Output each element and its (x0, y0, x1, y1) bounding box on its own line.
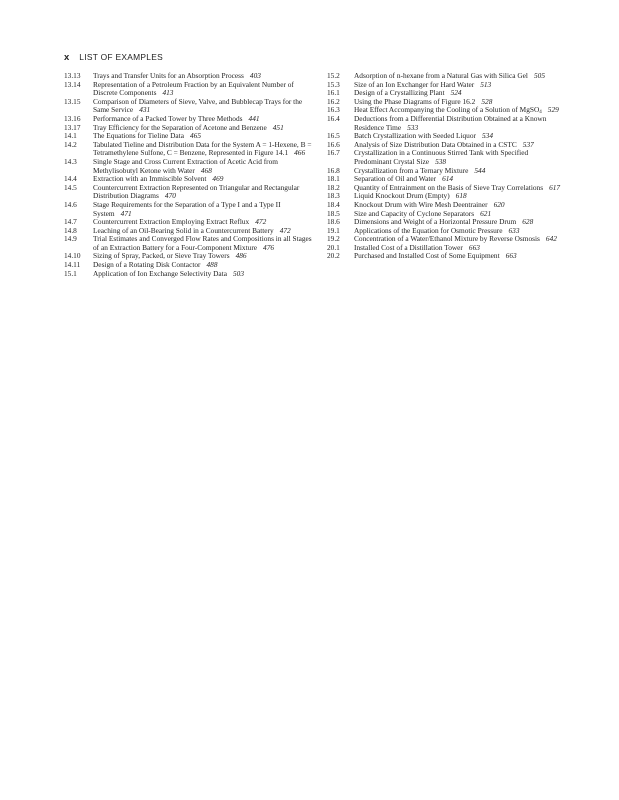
example-page-number: 663 (505, 251, 517, 261)
running-head (64, 52, 163, 63)
example-title-text: Using the Phase Diagrams of Figure 16.2 (354, 96, 476, 106)
example-number: 16.8 (327, 165, 340, 175)
example-number: 18.5 (327, 208, 340, 218)
example-title (93, 98, 314, 115)
example-title-text: Purchased and Installed Cost of Some Equipment (354, 251, 500, 261)
example-number: 14.2 (64, 139, 77, 149)
example-page-number: 617 (549, 182, 561, 192)
example-entry (64, 98, 314, 115)
example-entry (64, 158, 314, 175)
example-page-number: 471 (120, 208, 132, 218)
subscript: 4 (539, 110, 542, 116)
example-number: 18.2 (327, 182, 340, 192)
example-page-number: 486 (235, 251, 247, 261)
example-number: 15.3 (327, 79, 340, 89)
example-title-text: Applications of the Equation for Osmotic Pressure (354, 225, 503, 235)
example-title (93, 81, 314, 98)
example-page-number: 488 (206, 260, 218, 270)
example-title-text: Design of a Crystallizing Plant (354, 88, 445, 98)
example-page-number: 472 (255, 217, 267, 227)
example-number: 20.2 (327, 251, 340, 261)
example-title (93, 141, 314, 158)
example-title-text: Quantity of Entrainment on the Basis of Sieve Tray Correlations (354, 182, 544, 192)
example-title-text: Single Stage and Cross Current Extraction of Acetic Acid from Methylisobutyl Ketone with Water (93, 156, 278, 175)
example-title-text: Separation of Oil and Water (354, 174, 437, 184)
example-number: 19.2 (327, 234, 340, 244)
example-entry (64, 184, 314, 201)
example-page-number: 413 (162, 88, 174, 98)
example-number: 18.4 (327, 199, 340, 209)
example-page-number: 524 (450, 88, 462, 98)
example-page-number: 476 (263, 242, 275, 252)
example-page-number: 538 (435, 156, 447, 166)
example-number: 13.16 (64, 113, 81, 123)
example-number: 13.15 (64, 96, 81, 106)
example-title-text: Knockout Drum with Wire Mesh Deentrainer (354, 199, 488, 209)
example-page-number: 441 (248, 113, 260, 123)
example-page-number: 403 (249, 71, 261, 80)
example-number: 14.10 (64, 251, 81, 261)
example-page-number: 621 (480, 208, 492, 218)
page-number: x (64, 52, 70, 63)
example-number: 14.4 (64, 174, 77, 184)
example-number: 20.1 (327, 242, 340, 252)
running-head-title: LIST OF EXAMPLES (79, 52, 164, 62)
example-number: 18.1 (327, 174, 340, 184)
example-number: 18.3 (327, 191, 340, 201)
example-entry (64, 81, 314, 98)
example-number: 14.6 (64, 199, 77, 209)
example-title-text: Tray Efficiency for the Separation of Acetone and Benzene (93, 122, 267, 132)
example-page-number: 529 (547, 105, 559, 115)
example-page-number: 505 (533, 71, 545, 80)
example-page-number: 628 (522, 217, 534, 227)
example-page-number: 537 (522, 139, 534, 149)
example-page-number: 451 (272, 122, 284, 132)
example-title (93, 235, 314, 252)
example-title-text: Size and Capacity of Cyclone Separators (354, 208, 475, 218)
example-number: 14.11 (64, 260, 81, 270)
example-title (354, 149, 567, 166)
example-page-number: 431 (139, 105, 151, 115)
example-page-number: 618 (455, 191, 467, 201)
example-number: 14.5 (64, 182, 77, 192)
example-title-text: Countercurrent Extraction Represented on Triangular and Rectangular Distribution Diagrams (93, 182, 300, 201)
example-title (93, 158, 314, 175)
example-page-number: 633 (508, 225, 520, 235)
example-title-text: Batch Crystallization with Seeded Liquor (354, 131, 476, 141)
example-page-number: 620 (493, 199, 505, 209)
example-number: 15.1 (64, 268, 77, 278)
example-title (354, 252, 567, 261)
example-title-text: Adsorption of n-hexane from a Natural Gas with Silica Gel (354, 71, 528, 80)
example-page-number: 465 (189, 131, 201, 141)
example-page-number: 533 (407, 122, 419, 132)
example-entry (327, 149, 567, 166)
example-page-number: 534 (481, 131, 493, 141)
example-title-text: Installed Cost of a Distillation Tower (354, 242, 463, 252)
example-number: 14.8 (64, 225, 77, 235)
example-number: 16.4 (327, 113, 340, 123)
example-page-number: 513 (480, 79, 492, 89)
example-title (354, 115, 567, 132)
example-page-number: 528 (481, 96, 493, 106)
example-title-text: Design of a Rotating Disk Contactor (93, 260, 201, 270)
example-title-text: Tabulated Tieline and Distribution Data for the System A = 1-Hexene, B = Tetramethylene Sulfone, C = Benzene, Represented in Figure 14.1 (93, 139, 312, 158)
example-entry (64, 270, 314, 279)
example-number: 14.1 (64, 131, 77, 141)
example-number: 19.1 (327, 225, 340, 235)
example-title-text: Crystallization from a Ternary Mixture (354, 165, 469, 175)
right-column (327, 72, 567, 261)
example-number: 16.7 (327, 148, 340, 158)
example-page-number: 468 (200, 165, 212, 175)
example-title (93, 201, 314, 218)
example-number: 14.9 (64, 234, 77, 244)
example-title-text: Dimensions and Weight of a Horizontal Pressure Drum (354, 217, 517, 227)
example-title-text: Deductions from a Differential Distribution Obtained at a Known Residence Time (354, 113, 547, 132)
example-title-text: Crystallization in a Continuous Stirred Tank with Specified Predominant Crystal Size (354, 148, 529, 166)
example-title-text: Leaching of an Oil-Bearing Solid in a Countercurrent Battery (93, 225, 274, 235)
example-page-number: 663 (468, 242, 480, 252)
example-title-text: Concentration of a Water/Ethanol Mixture by Reverse Osmosis (354, 234, 540, 244)
example-title-text: Comparison of Diameters of Sieve, Valve, and Bubblecap Trays for the Same Service (93, 96, 303, 115)
example-page-number: 469 (212, 174, 224, 184)
example-number: 14.7 (64, 217, 77, 227)
example-number: 18.6 (327, 217, 340, 227)
example-page-number: 470 (164, 191, 176, 201)
example-title-text: Countercurrent Extraction Employing Extract Reflux (93, 217, 250, 227)
example-number: 16.1 (327, 88, 340, 98)
example-entry (64, 141, 314, 158)
example-number: 13.17 (64, 122, 81, 132)
example-entry (327, 115, 567, 132)
example-title-text: Trays and Transfer Units for an Absorption Process (93, 71, 244, 80)
example-page-number: 503 (232, 268, 244, 278)
example-entry (64, 201, 314, 218)
example-number: 13.14 (64, 79, 81, 89)
example-page-number: 472 (279, 225, 291, 235)
example-entry (64, 235, 314, 252)
example-number: 16.2 (327, 96, 340, 106)
example-title-text: Sizing of Spray, Packed, or Sieve Tray Towers (93, 251, 230, 261)
example-page-number: 544 (474, 165, 486, 175)
example-number: 16.5 (327, 131, 340, 141)
example-number: 16.3 (327, 105, 340, 115)
example-number: 13.13 (64, 71, 81, 80)
example-title-text: Trial Estimates and Converged Flow Rates and Compositions in all Stages of an Extraction Battery for a Four-Component Mixture (93, 234, 312, 252)
example-entry (327, 252, 567, 261)
example-title-text: Stage Requirements for the Separation of a Type I and a Type II System (93, 199, 281, 218)
example-title-text: Heat Effect Accompanying the Cooling of a Solution of MgSO (354, 105, 540, 115)
example-title-text: Representation of a Petroleum Fraction by an Equivalent Number of Discrete Components (93, 79, 294, 98)
left-column (64, 72, 314, 278)
example-title-text: Performance of a Packed Tower by Three Methods (93, 113, 243, 123)
example-number: 14.3 (64, 156, 77, 166)
example-title-text: The Equations for Tieline Data (93, 131, 184, 141)
example-page-number: 466 (294, 148, 306, 158)
example-title (93, 270, 314, 279)
example-title-text: Analysis of Size Distribution Data Obtained in a CSTC (354, 139, 517, 149)
example-title (93, 184, 314, 201)
example-title-text: Liquid Knockout Drum (Empty) (354, 191, 450, 201)
example-title-text: Size of an Ion Exchanger for Hard Water (354, 79, 475, 89)
example-title-text: Extraction with an Immiscible Solvent (93, 174, 207, 184)
example-page-number: 614 (442, 174, 454, 184)
example-page-number: 642 (545, 234, 557, 244)
example-number: 15.2 (327, 71, 340, 80)
example-title-text: Application of Ion Exchange Selectivity Data (93, 268, 227, 278)
example-number: 16.6 (327, 139, 340, 149)
